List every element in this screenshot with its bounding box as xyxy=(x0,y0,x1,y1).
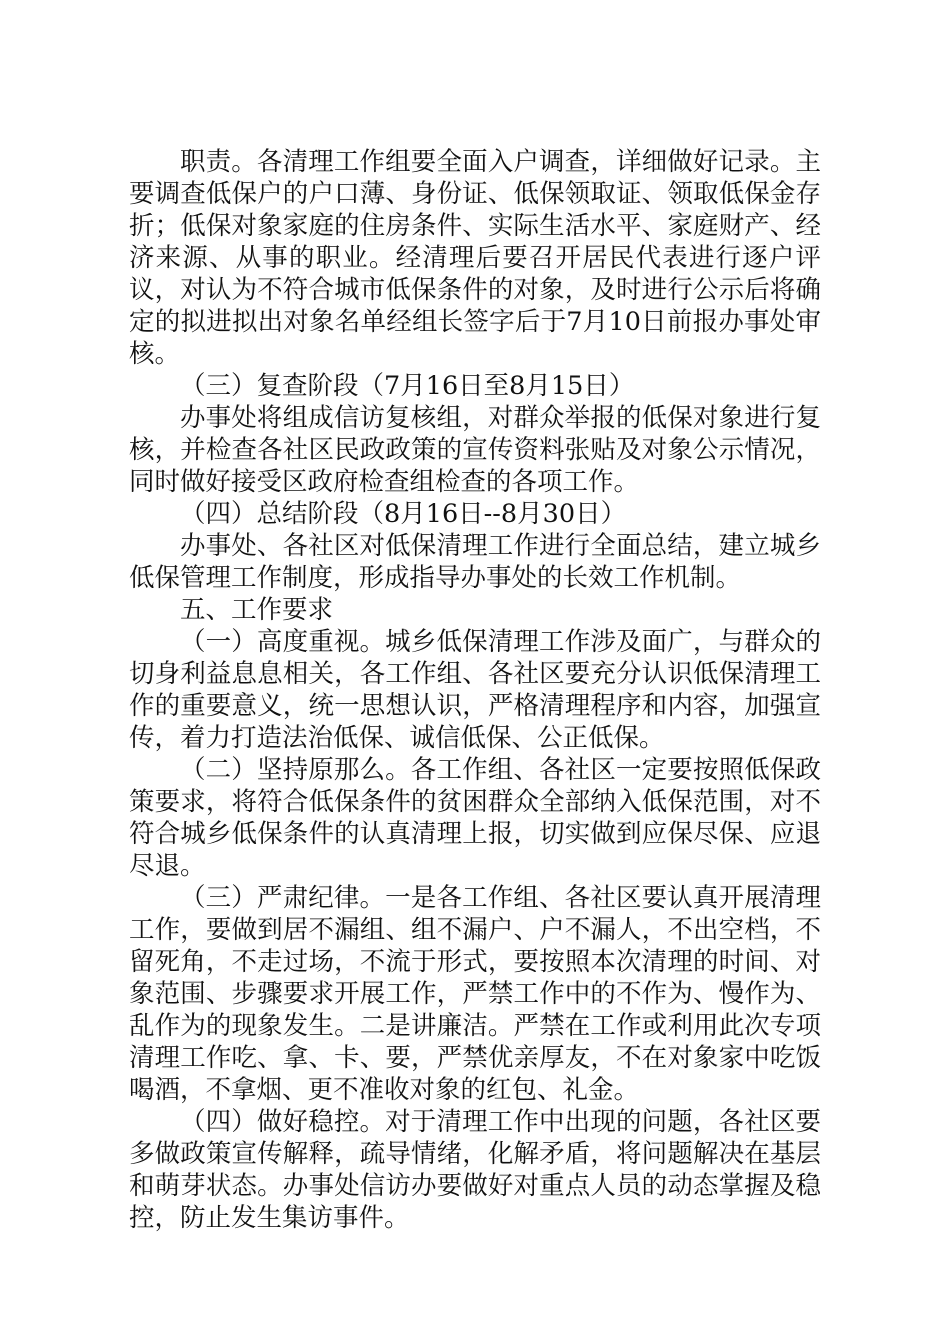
paragraph-duties: 职责。各清理工作组要全面入户调查，详细做好记录。主要调查低保户的户口薄、身份证、低保领取证、领取低保金存折；低保对象家庭的住房条件、实际生活水平、家庭财产、经济来源、从事的职业。经清理后要召开居民代表进行逐户评议，对认为不符合城市低保条件的对象，及时进行公示后将确定的拟进拟出对象名单经组长签字后于7月10日前报办事处审核。 xyxy=(129,147,821,369)
paragraph-requirement-3: （三）严肃纪律。一是各工作组、各社区要认真开展清理工作，要做到居不漏组、组不漏户、户不漏人，不出空档，不留死角，不走过场，不流于形式，要按照本次清理的时间、对象范围、步骤要求开展工作，严禁工作中的不作为、慢作为、乱作为的现象发生。二是讲廉洁。严禁在工作或利用此次专项清理工作吃、拿、卡、要，严禁优亲厚友，不在对象家中吃饭喝酒，不拿烟、更不准收对象的红包、礼金。 xyxy=(129,883,821,1105)
heading-summary-stage: （四）总结阶段（8月16日--8月30日） xyxy=(180,499,627,529)
paragraph-requirement-2: （二）坚持原那么。各工作组、各社区一定要按照低保政策要求，将符合低保条件的贫困群众全部纳入低保范围，对不符合城乡低保条件的认真清理上报，切实做到应保尽保、应退尽退。 xyxy=(129,755,821,881)
heading-review-stage: （三）复查阶段（7月16日至8月15日） xyxy=(180,371,635,401)
paragraph-requirement-1: （一）高度重视。城乡低保清理工作涉及面广，与群众的切身利益息息相关，各工作组、各社区要充分认识低保清理工作的重要意义，统一思想认识，严格清理程序和内容，加强宣传，着力打造法治低保、诚信低保、公正低保。 xyxy=(129,627,821,753)
paragraph-summary: 办事处、各社区对低保清理工作进行全面总结，建立城乡低保管理工作制度，形成指导办事处的长效工作机制。 xyxy=(129,531,821,593)
paragraph-review: 办事处将组成信访复核组，对群众举报的低保对象进行复核，并检查各社区民政政策的宣传资料张贴及对象公示情况，同时做好接受区政府检查组检查的各项工作。 xyxy=(129,403,821,497)
heading-work-requirements: 五、工作要求 xyxy=(180,595,334,625)
paragraph-requirement-4: （四）做好稳控。对于清理工作中出现的问题，各社区要多做政策宣传解释，疏导情绪，化解矛盾，将问题解决在基层和萌芽状态。办事处信访办要做好对重点人员的动态掌握及稳控，防止发生集访事件。 xyxy=(129,1107,821,1233)
document-body xyxy=(129,146,821,1234)
